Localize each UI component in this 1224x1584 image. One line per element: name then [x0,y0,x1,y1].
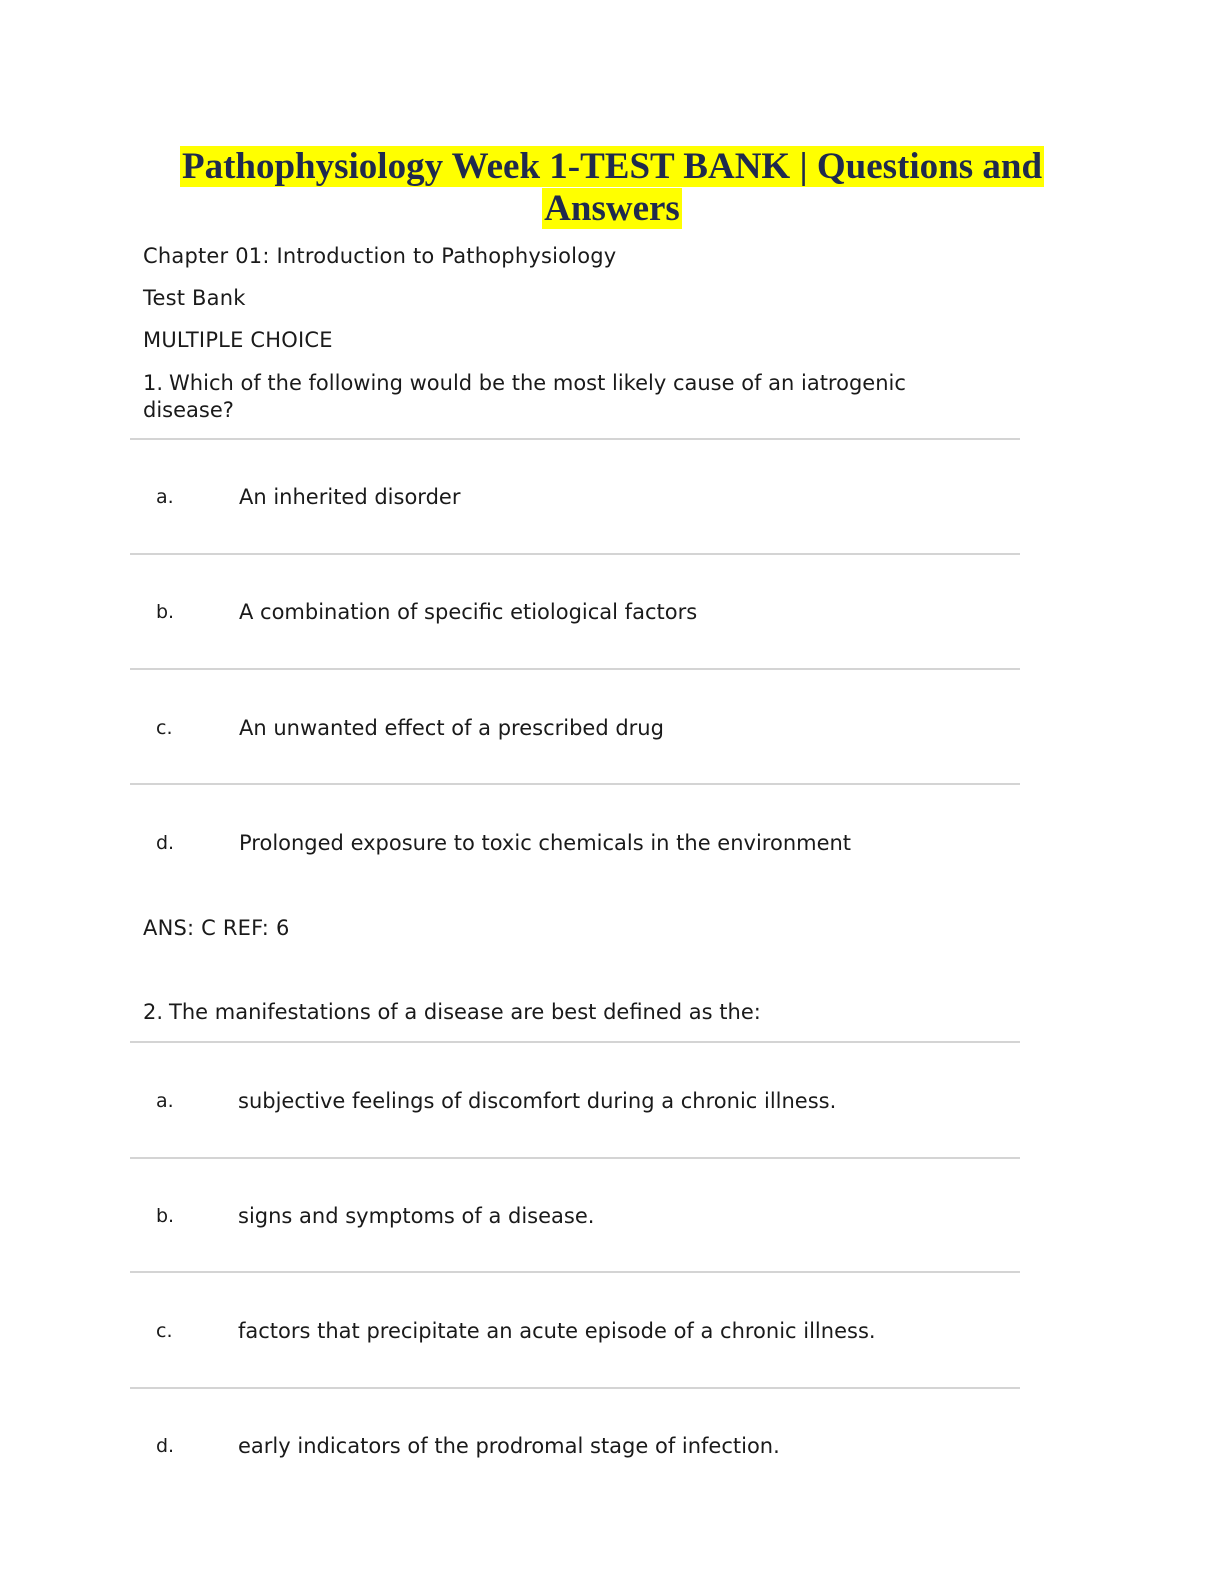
option-letter: c. [156,1320,173,1342]
option-text: Prolonged exposure to toxic chemicals in the environment [239,831,852,855]
divider [130,1387,1020,1389]
option-text: factors that precipitate an acute episode of a chronic illness. [238,1319,876,1343]
question-text [143,999,1003,1026]
option-letter: a. [156,486,174,508]
question-stem: The manifestations of a disease are best defined as the: [169,1000,761,1024]
question-text [143,370,1003,424]
option-text: signs and symptoms of a disease. [238,1204,595,1228]
option-letter: b. [156,1205,175,1227]
option-letter: a. [156,1090,174,1112]
chapter-heading: Chapter 01: Introduction to Pathophysiology [143,244,617,268]
option-text: early indicators of the prodromal stage of infection. [238,1434,780,1458]
option-letter: c. [156,717,173,739]
question-number: 2. [143,1000,164,1024]
document-title [130,146,1094,230]
section-heading: MULTIPLE CHOICE [143,328,333,352]
divider [130,438,1020,440]
option-text: An unwanted effect of a prescribed drug [239,716,664,740]
divider [130,1157,1020,1159]
test-bank-label: Test Bank [143,286,246,310]
question-stem: Which of the following would be the most likely cause of an iatrogenic disease? [143,371,906,422]
option-letter: d. [156,1435,175,1457]
divider [130,1271,1020,1273]
option-letter: d. [156,832,175,854]
option-text: subjective feelings of discomfort during a chronic illness. [238,1089,837,1113]
divider [130,783,1020,785]
divider [130,553,1020,555]
question-number: 1. [143,371,164,395]
divider [130,1041,1020,1043]
title-line-1: Pathophysiology Week 1-TEST BANK | Questions and [181,146,1043,187]
title-line-2: Answers [544,188,680,229]
answer-reference: ANS: C REF: 6 [143,916,290,940]
option-text: A combination of specific etiological factors [239,600,698,624]
option-letter: b. [156,601,175,623]
option-text: An inherited disorder [239,485,461,509]
divider [130,668,1020,670]
